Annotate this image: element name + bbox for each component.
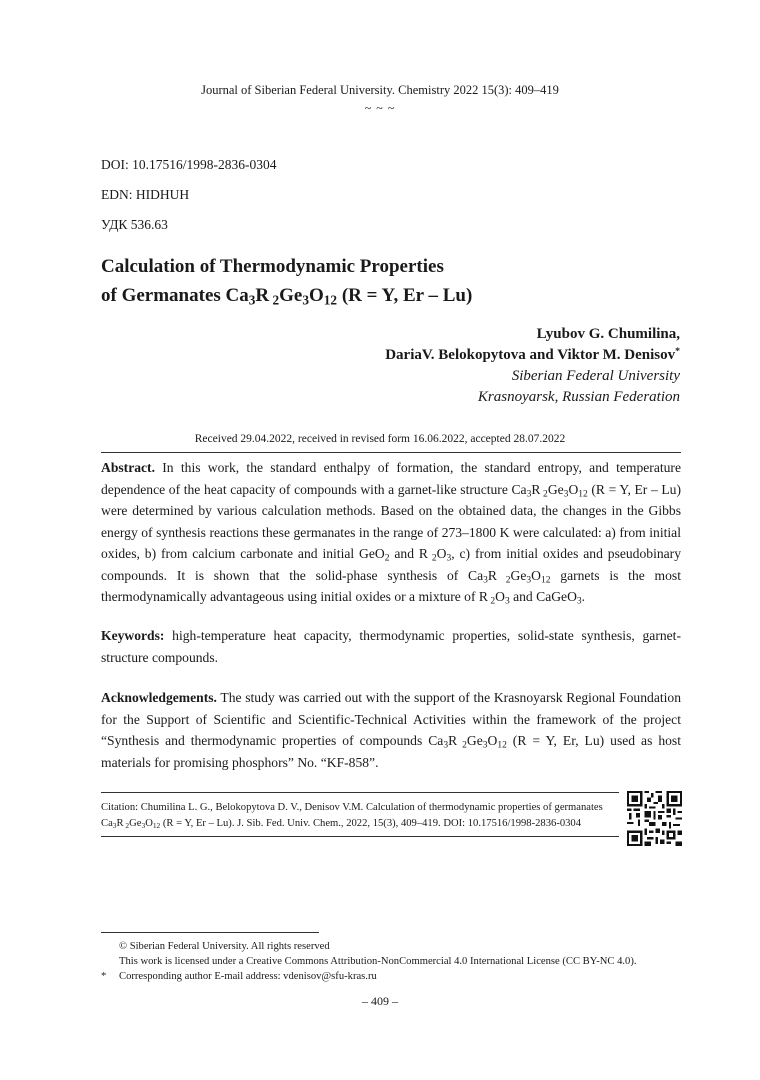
- footnote-star: *: [101, 971, 107, 982]
- author-block: [385, 324, 680, 408]
- affiliation-university: Siberian Federal University: [511, 368, 680, 384]
- abstract-paragraph: Abstract. In this work, the standard enthalpy of formation, the standard entropy, and temperature dependence of the heat capacity of compounds with a garnet-like structure $Ca_3R$ $_2Ge_3O_{12}$ (R = Y, Er – Lu) were determined by various calculation methods. Based on the obtained data, the changes in the Gibbs energy of synthesis reactions these germanates in the range of 273–1800 K were calculated: a) from initial oxides, b) from calcium carbonate and initial GeO$_2$ and R $_2O_3$, c) from initial oxides and pseudobinary compounds. It is shown that the solid-phase synthesis of $Ca_3R$ $_2Ge_3O_{12}$ garnets is the most thermodynamically advantageous using initial oxides or a mixture of R $_2O_3$ and CaGeO$_3$.: [101, 460, 682, 607]
- affiliation-location: Krasnoyarsk, Russian Federation: [477, 389, 680, 405]
- edn-line: EDN: HIDHUH: [101, 187, 190, 202]
- journal-header: Journal of Siberian Federal University. Chemistry 2022 15(3): 409–419: [201, 83, 559, 97]
- abstract-label: Abstract.: [101, 460, 155, 475]
- udk-line: УДК 536.63: [101, 217, 168, 232]
- title-line-2: of Germanates $Ca_3R$ $_2Ge_3O_{12}$ (R = Y, Er – Lu): [101, 285, 473, 308]
- license-note[interactable]: This work is licensed under a Creative Commons Attribution-NonCommercial 4.0 International License (CC BY-NC 4.0).: [119, 956, 637, 967]
- page-number: – 409 –: [362, 994, 398, 1008]
- abstract-top-rule: [101, 452, 681, 453]
- qr-code-icon[interactable]: [627, 791, 682, 846]
- citation-bottom-rule: [101, 836, 619, 837]
- copyright-note: © Siberian Federal University. All rights reserved: [119, 941, 330, 952]
- keywords-paragraph: Keywords: high-temperature heat capacity, thermodynamic properties, solid-state synthesis, garnet-structure compounds.: [101, 628, 681, 665]
- author-line-1: Lyubov G. Chumilina,: [536, 326, 680, 342]
- header-ornament: ~ ~ ~: [364, 101, 396, 115]
- author-line-2: DariaV. Belokopytova and Viktor M. Denisov*: [385, 346, 680, 363]
- corresponding-email[interactable]: Corresponding author E-mail address: vdenisov@sfu-kras.ru: [119, 971, 377, 982]
- citation-top-rule: [101, 792, 619, 793]
- doi-line[interactable]: DOI: 10.17516/1998-2836-0304: [101, 157, 277, 172]
- corresponding-star: *: [675, 346, 680, 358]
- acknowledgements-paragraph: Acknowledgements. The study was carried out with the support of the Krasnoyarsk Regional Foundation for the Support of Scientific and Scientific-Technical Activities within the framework of the project “Synthesis and thermodynamic properties of compounds $Ca_3R$ $_2Ge_3O_{12}$ (R = Y, Er, Lu) used as host materials for promising phosphors” No. “KF-858”.: [101, 690, 681, 770]
- acknowledgements-label: Acknowledgements.: [101, 690, 217, 705]
- received-dates: Received 29.04.2022, received in revised form 16.06.2022, accepted 28.07.2022: [194, 433, 566, 445]
- keywords-label: Keywords:: [101, 628, 165, 643]
- footnote-rule: [101, 932, 319, 933]
- paper-title: [101, 252, 472, 310]
- citation-text: Citation: Chumilina L. G., Belokopytova D. V., Denisov V.M. Calculation of thermodynamic properties of germanates $Ca_3R$ $_2Ge_3O_{12}$ (R = Y, Er – Lu). J. Sib. Fed. Univ. Chem., 2022, 15(3), 409–419. DOI: 10.17516/1998-2836-0304: [101, 802, 603, 830]
- title-line-1: Calculation of Thermodynamic Properties: [101, 256, 444, 277]
